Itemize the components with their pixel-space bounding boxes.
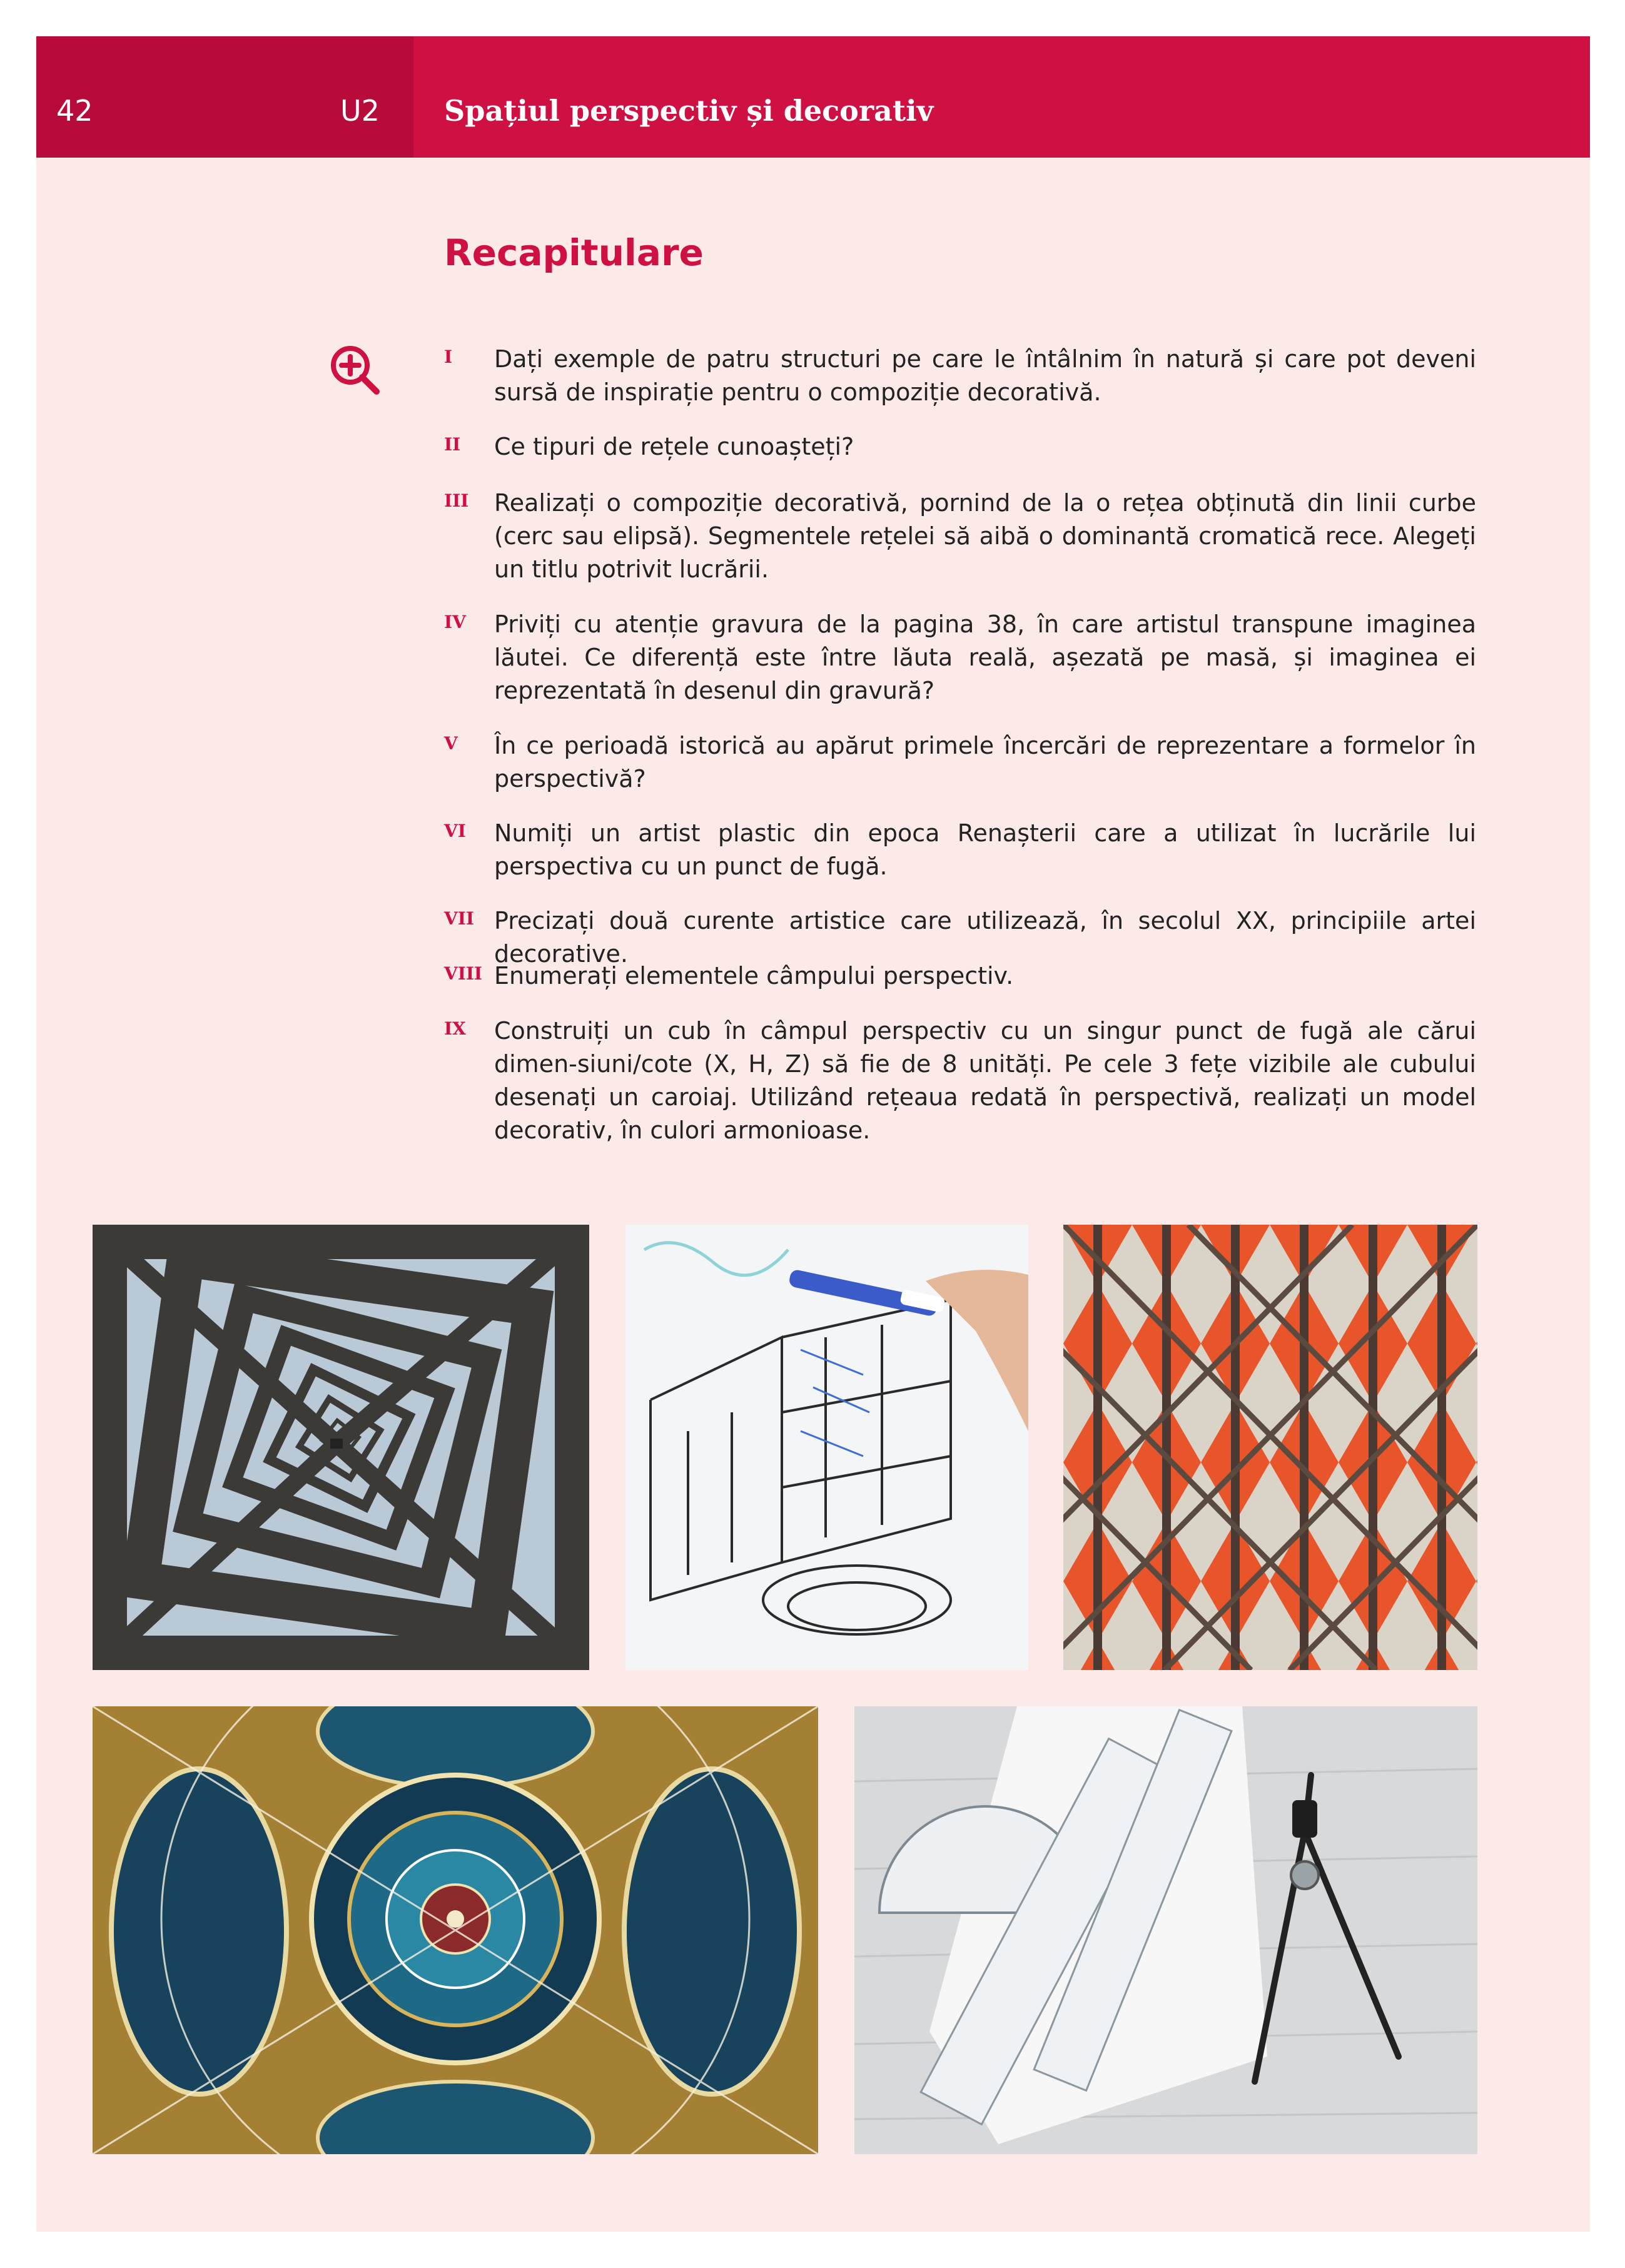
photo-drawing-tools (854, 1706, 1477, 2154)
question-text: Ce tipuri de rețele cunoașteți? (494, 433, 854, 460)
question-number: VII (444, 908, 474, 929)
question-number: V (444, 733, 458, 754)
page-number: 42 (56, 94, 93, 128)
question-text: Construiți un cub în câmpul perspectiv cu un singur punct de fugă ale cărui dimen-siuni/cote (X, H, Z) să fie de 8 unități. Pe cele 3 fețe vizibile ale cubului desenați un caroiaj. Utilizând rețeaua redată în perspectivă, realizați un model decorativ, în culori armonioase. (494, 1017, 1476, 1144)
question-text: Precizați două curente artistice care utilizează, în secolul XX, principiile artei decorative. (494, 907, 1476, 968)
question-number: I (444, 347, 453, 367)
question-item (444, 959, 1476, 993)
question-item (444, 817, 1476, 883)
question-item (444, 430, 1476, 463)
photo-mosque-dome (93, 1706, 818, 2154)
chapter-title: Spațiul perspectiv și decorativ (444, 94, 934, 128)
question-item (444, 608, 1476, 707)
unit-label: U2 (340, 94, 380, 128)
question-text: Priviți cu atenție gravura de la pagina 38, în care artistul transpune imaginea lăutei. Ce diferență este între lăuta reală, așezată pe masă, și imaginea ei reprezentată în desenul din gravură? (494, 610, 1476, 704)
zoom-in-icon (328, 343, 382, 397)
question-number: IV (444, 612, 466, 632)
question-item (444, 487, 1476, 586)
question-text: În ce perioadă istorică au apărut primele încercări de reprezentare a formelor în perspectivă? (494, 732, 1476, 792)
question-number: VI (444, 821, 466, 841)
photo-orange-lattice (1063, 1225, 1477, 1670)
photo-steel-tower-perspective (93, 1225, 589, 1670)
question-item (444, 1015, 1476, 1147)
question-number: II (444, 434, 461, 455)
question-number: III (444, 490, 469, 511)
section-title: Recapitulare (444, 231, 704, 274)
question-number: IX (444, 1018, 466, 1039)
question-text: Numiți un artist plastic din epoca Renașterii care a utilizat în lucrările lui perspectiva cu un punct de fugă. (494, 819, 1476, 880)
question-item (444, 729, 1476, 796)
question-text: Realizați o compoziție decorativă, pornind de la o rețea obținută din linii curbe (cerc sau elipsă). Segmentele rețelei să aibă o dominantă cromatică rece. Alegeți un titlu potrivit lucrării. (494, 489, 1476, 583)
question-number: VIII (444, 963, 483, 984)
question-text: Enumerați elementele câmpului perspectiv. (494, 962, 1014, 990)
question-text: Dați exemple de patru structuri pe care le întâlnim în natură și care pot deveni sursă de inspirație pentru o compoziție decorativă. (494, 345, 1476, 406)
photo-hand-sketching (625, 1225, 1028, 1670)
question-item (444, 343, 1476, 409)
